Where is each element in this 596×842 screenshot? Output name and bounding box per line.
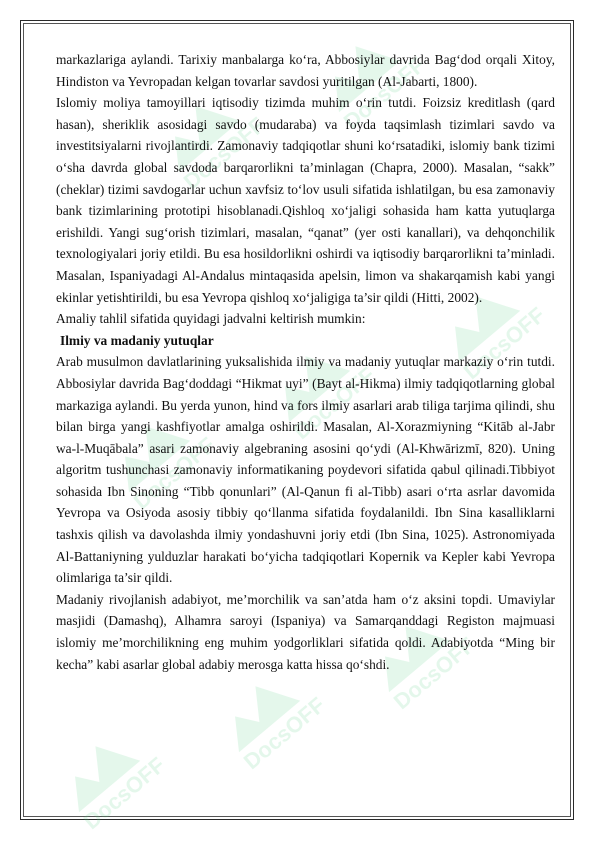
svg-text:DocsOFF: DocsOFF (238, 692, 330, 775)
paragraph-islamic-finance: Islomiy moliya tamoyillari iqtisodiy tizimda muhim o‘rin tutdi. Foizsiz kreditlash (qard hasan), sheriklik asosidagi savdo (mudaraba) va foyda taqsimlash tizimlari savdo va investitsiyalarni rivojlantirdi. Zamonaviy tadqiqotlar shuni ko‘rsatadiki, islomiy bank tizimi o‘sha davrda global savdoda barqarorlikni ta’minlagan (Chapra, 2000). Masalan, “sakk” (cheklar) tizimi savdogarlar uchun xavfsiz to‘lov usuli sifatida ishlatilgan, bu esa zamonaviy bank tizimlarining prototipi hisoblanadi.Qishloq xo‘jaligi sohasida ham katta yutuqlarga erishildi. Yangi sug‘orish tizimlari, masalan, “qanat” (yer osti kanallari), va dehqonchilik texnologiyalari joriy etildi. Bu esa hosildorlikni oshirdi va iqtisodiy barqarorlikni ta’minladi. Masalan, Ispaniyadagi Al-Andalus mintaqasida apelsin, limon va shakarqamish kabi yangi ekinlar yetishtirildi, bu esa Yevropa qishloq xo‘jaligiga ta’sir qildi (Hitti, 2002). (56, 95, 555, 305)
paragraph-table-intro: Amaliy tahlil sifatida quyidagi jadvalni keltirish mumkin: (56, 311, 366, 327)
svg-text:DocsOFF: DocsOFF (128, 432, 220, 515)
svg-text:DocsOFF: DocsOFF (288, 362, 380, 445)
svg-text:DocsOFF: DocsOFF (458, 302, 550, 385)
paragraph-cultural-development: Madaniy rivojlanish adabiyot, me’morchilik va san’atda ham o‘z aksini topdi. Umaviylar masjidi (Damashq), Alhamra saroyi (Ispaniya) va Samarqanddagi Registon majmuasi islomiy me’morchilikning eng muhim yodgorliklari sifatida qoldi. Adabiyotda “Ming bir kecha” kabi asarlar global adabiy merosga katta hissa qo‘shdi. (56, 591, 555, 672)
document-body (56, 49, 555, 675)
svg-text:DocsOFF: DocsOFF (338, 52, 430, 135)
section-heading: Ilmiy va madaniy yutuqlar (60, 332, 214, 348)
svg-text:DocsOFF: DocsOFF (178, 112, 270, 195)
paragraph-science-culture: Arab musulmon davlatlarining yuksalishida ilmiy va madaniy yutuqlar markaziy o‘rin tutdi. Abbosiylar davrida Bag‘doddagi “Hikmat uyi” (Bayt al-Hikma) ilmiy tadqiqotlarning global markaziga aylandi. Bu yerda yunon, hind va fors ilmiy asarlari arab tiliga tarjima qilindi, shu bilan birga yangi kashfiyotlar amalga oshirildi. Masalan, Al-Xorazmiyning “Kitāb al-Jabr wa-l-Muqābala” asari zamonaviy algebraning asosini qo‘ydi (Al-Khwārizmī, 820). Uning algoritm tushunchasi zamonaviy informatikaning poydevori sifatida qabul qilinadi.Tibbiyot sohasida Ibn Sinoning “Tibb qonunlari” (Al-Qanun fi al-Tibb) asari o‘rta asrlar davomida Yevropa va Osiyoda asosiy tibbiy qo‘llanma sifatida foydalanildi. Ibn Sina kasalliklarni tashxis qilish va davolashda ilmiy yondashuvni joriy etdi (Ibn Sina, 1025). Astronomiyada Al-Battaniyning yulduzlar harakati bo‘yicha tadqiqotlari Kopernik va Kepler kabi Yevropa olimlariga ta’sir qildi. (56, 354, 555, 586)
svg-text:DocsOFF: DocsOFF (78, 752, 170, 835)
svg-text:DocsOFF: DocsOFF (388, 632, 480, 715)
paragraph-continued: markazlariga aylandi. Tarixiy manbalarga ko‘ra, Abbosiylar davrida Bag‘dod orqali Xitoy, Hindiston va Yevropadan kelgan tovarlar savdosi yuritilgan (Al-Jabarti, 1800). (56, 52, 555, 89)
